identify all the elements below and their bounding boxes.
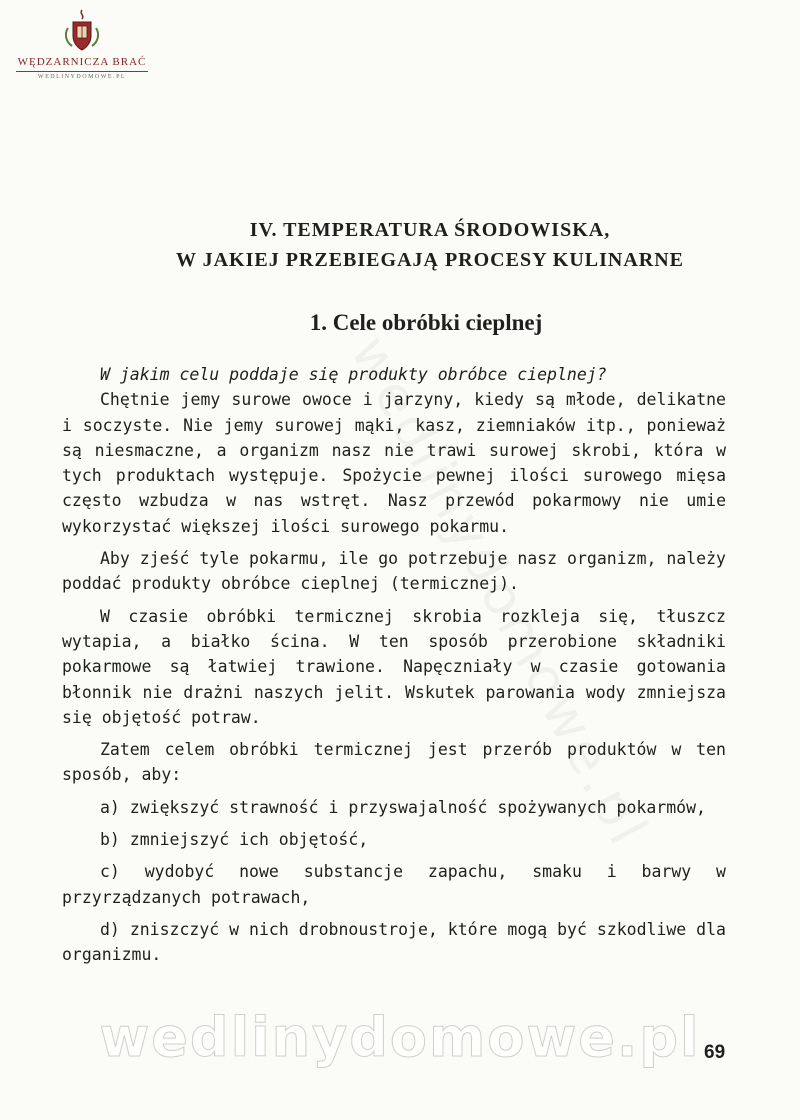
page-number: 69 xyxy=(704,1042,726,1063)
body-text xyxy=(62,362,726,968)
list-item-c: c) wydobyć nowe substancje zapachu, smaku i barwy w przyrządzanych potrawach, xyxy=(62,862,726,907)
paragraph-thermal-effects: W czasie obróbki termicznej skrobia rozkleja się, tłuszcz wytapia, a białko ścina. W ten sposób przerobione składniki pokarmowe są łatwiej trawione. Napęczniały w czasie gotowania błonnik nie drażni naszych jelit. Wskutek parowania wody zmniejsza się objętość potraw. xyxy=(62,606,726,727)
chapter-title-line-1: IV. TEMPERATURA ŚRODOWISKA, xyxy=(249,219,611,241)
brand-url: WEDLINYDOMOWE.PL xyxy=(37,74,127,80)
paragraph-heat-treatment: Aby zjeść tyle pokarmu, ile go potrzebuje nasz organizm, należy poddać produkty obróbce cieplnej (termicznej). xyxy=(62,549,726,594)
paragraph-goals-intro: Zatem celem obróbki termicznej jest przerób produktów w ten sposób, aby: xyxy=(62,740,726,785)
brand-divider xyxy=(16,71,148,72)
brand-emblem-icon xyxy=(62,8,102,54)
footer-watermark: wedlinydomowe.pl xyxy=(99,1006,701,1069)
paragraph-raw-food: Chętnie jemy surowe owoce i jarzyny, kiedy są młode, delikatne i soczyste. Nie jemy surowej mąki, kasz, ziemniaków itp., ponieważ są niesmaczne, a organizm nasz nie trawi surowej skrobi, która w tych produktach występuje. Spożycie pewnej ilości surowego mięsa często wzbudza w nas wstręt. Nasz przewód pokarmowy nie umie wykorzystać większej ilości surowego pokarmu. xyxy=(62,390,726,536)
brand-name: WĘDZARNICZA BRAĆ xyxy=(17,56,147,68)
section-title: 1. Cele obróbki cieplnej xyxy=(309,310,543,335)
list-item-a: a) zwiększyć strawność i przyswajalność spożywanych pokarmów, xyxy=(100,797,706,817)
chapter-title-line-2: W JAKIEJ PRZEBIEGAJĄ PROCESY KULINARNE xyxy=(175,249,685,271)
list-item-b: b) zmniejszyć ich objętość, xyxy=(100,830,369,850)
list-item-d: d) zniszczyć w nich drobnoustroje, które mogą być szkodliwe dla organizmu. xyxy=(62,919,726,965)
brand-logo xyxy=(14,8,150,80)
chapter-title xyxy=(60,215,800,275)
question-paragraph: W jakim celu poddaje się produkty obróbce cieplnej? xyxy=(100,365,607,384)
